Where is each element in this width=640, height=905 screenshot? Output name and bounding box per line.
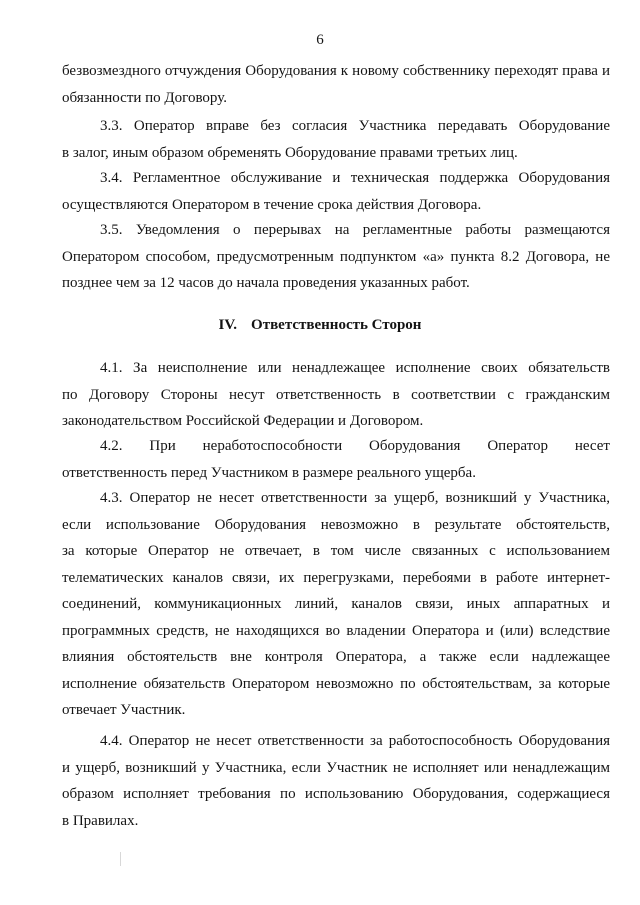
- text-line: влияния обстоятельств вне контроля Оператора, а также если надлежащее: [62, 649, 610, 665]
- text-line: в залог, иным образом обременять Оборудование правами третьих лиц.: [62, 144, 518, 161]
- text-line: 3.4. Регламентное обслуживание и техническая поддержка Оборудования: [100, 170, 610, 186]
- text-line: и ущерб, возникший у Участника, если Участник не исполняет или ненадлежащим: [62, 759, 610, 776]
- text-line: 4.3. Оператор не несет ответственности за ущерб, возникший у Участника,: [100, 490, 610, 506]
- text-line: отвечает Участник.: [62, 702, 186, 718]
- text-line: ответственность перед Участником в размере реального ущерба.: [62, 464, 476, 481]
- section-number: IV.: [218, 317, 238, 333]
- text-line: 4.1. За неисполнение или ненадлежащее исполнение своих обязательств: [100, 360, 610, 376]
- text-line: законодательством Российской Федерации и Договором.: [62, 413, 424, 429]
- paragraph-3-3: [62, 113, 610, 166]
- paragraph-3-4: [62, 165, 610, 218]
- section-title: Ответственность Сторон: [251, 317, 422, 333]
- text-line: по Договору Стороны несут ответственность в соответствии с гражданским: [62, 386, 610, 403]
- text-line: 3.5. Уведомления о перерывах на регламентные работы размещаются: [100, 222, 610, 238]
- paragraph-4-4: [62, 728, 610, 834]
- text-line: исполнение обязательств Оператором невозможно по обстоятельствам, за которые: [62, 675, 610, 692]
- text-line: телематических каналов связи, их перегрузками, перебоями в работе интернет-: [62, 569, 610, 586]
- text-line: образом исполняет требования по использованию Оборудования, содержащиеся: [62, 786, 610, 802]
- paragraph-4-1: [62, 355, 610, 435]
- text-line: 3.3. Оператор вправе без согласия Участника передавать Оборудование: [100, 118, 610, 134]
- section-heading: [0, 317, 640, 334]
- paragraph-4-3: [62, 485, 610, 724]
- text-line: программных средств, не находящихся во владении Оператора и (или) вследствие: [62, 622, 610, 639]
- text-line: соединений, коммуникационных линий, каналов связи, иных аппаратных и: [62, 596, 610, 612]
- text-line: обязанности по Договору.: [62, 89, 227, 106]
- paragraph-continuation: [62, 58, 610, 111]
- text-line: Оператором способом, предусмотренным подпунктом «а» пункта 8.2 Договора, не: [62, 248, 610, 265]
- text-line: 4.4. Оператор не несет ответственности за работоспособность Оборудования: [100, 733, 610, 749]
- text-line: безвозмездного отчуждения Оборудования к новому собственнику переходят права и: [62, 63, 610, 79]
- text-line: позднее чем за 12 часов до начала проведения указанных работ.: [62, 275, 470, 291]
- text-line: в Правилах.: [62, 812, 139, 829]
- scan-artifact: [120, 852, 121, 866]
- paragraph-4-2: [62, 433, 610, 486]
- text-line: 4.2. При неработоспособности Оборудования Оператор несет: [100, 438, 610, 454]
- text-line: осуществляются Оператором в течение срока действия Договора.: [62, 196, 482, 213]
- paragraph-3-5: [62, 217, 610, 297]
- text-line: за которые Оператор не отвечает, в том числе связанных с использованием: [62, 543, 610, 559]
- page-number: 6: [316, 32, 324, 48]
- text-line: если использование Оборудования невозможно в результате обстоятельств,: [62, 516, 610, 533]
